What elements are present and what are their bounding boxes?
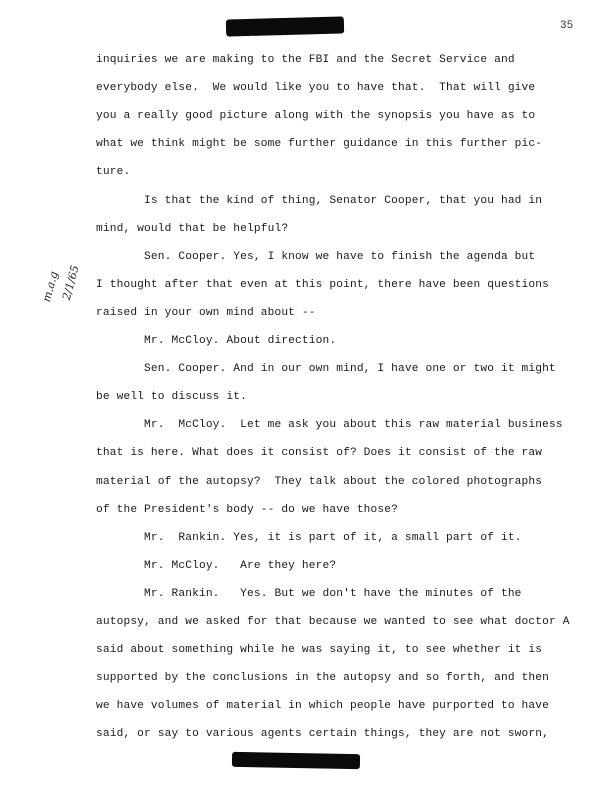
transcript-line: Mr. McCloy. About direction. — [96, 335, 337, 347]
margin-note-line-2: 2/1/65 — [60, 263, 82, 302]
redaction-bar-top — [226, 16, 344, 36]
transcript-line: said about something while he was saying it, to see whether it is — [96, 644, 543, 657]
handwritten-margin-note — [40, 242, 95, 332]
transcript-line: inquiries we are making to the FBI and the Secret Service and — [96, 54, 515, 66]
transcript-line: mind, would that be helpful? — [96, 222, 289, 235]
redaction-bar-bottom — [232, 752, 360, 769]
transcript-line: Mr. Rankin. Yes, it is part of it, a small part of it. — [96, 531, 522, 544]
transcript-line: you a really good picture along with the synopsis you have as to — [96, 110, 536, 123]
transcript-line: Sen. Cooper. Yes, I know we have to finish the agenda but — [96, 250, 536, 263]
transcript-line: Sen. Cooper. And in our own mind, I have one or two it might — [96, 363, 556, 376]
transcript-line: supported by the conclusions in the autopsy and so forth, and then — [96, 672, 549, 685]
transcript-line: Mr. McCloy. Are they here? — [96, 559, 337, 572]
transcript-line: said, or say to various agents certain things, they are not sworn, — [96, 728, 549, 741]
transcript-line: we have volumes of material in which people have purported to have — [96, 700, 549, 713]
transcript-line: be well to discuss it. — [96, 391, 247, 404]
transcript-line: everybody else. We would like you to have that. That will give — [96, 82, 536, 95]
transcript-line: raised in your own mind about -- — [96, 306, 316, 319]
transcript-line: of the President's body -- do we have those? — [96, 503, 398, 516]
transcript-line: Mr. McCloy. Let me ask you about this raw material business — [96, 419, 563, 432]
transcript-line: autopsy, and we asked for that because we wanted to see what doctor A — [96, 616, 570, 628]
transcript-line: that is here. What does it consist of? Does it consist of the raw — [96, 447, 543, 460]
transcript-line: Mr. Rankin. Yes. But we don't have the minutes of the — [96, 587, 522, 600]
margin-note-line-1: m.a.g — [40, 270, 61, 304]
page-number: 35 — [560, 20, 574, 32]
transcript-line: ture. — [96, 166, 131, 179]
transcript-line: Is that the kind of thing, Senator Cooper, that you had in — [96, 194, 543, 207]
transcript-line: I thought after that even at this point, there have been questions — [96, 278, 549, 291]
transcript-line: material of the autopsy? They talk about the colored photographs — [96, 475, 543, 488]
transcript-line: what we think might be some further guidance in this further pic- — [96, 138, 543, 151]
